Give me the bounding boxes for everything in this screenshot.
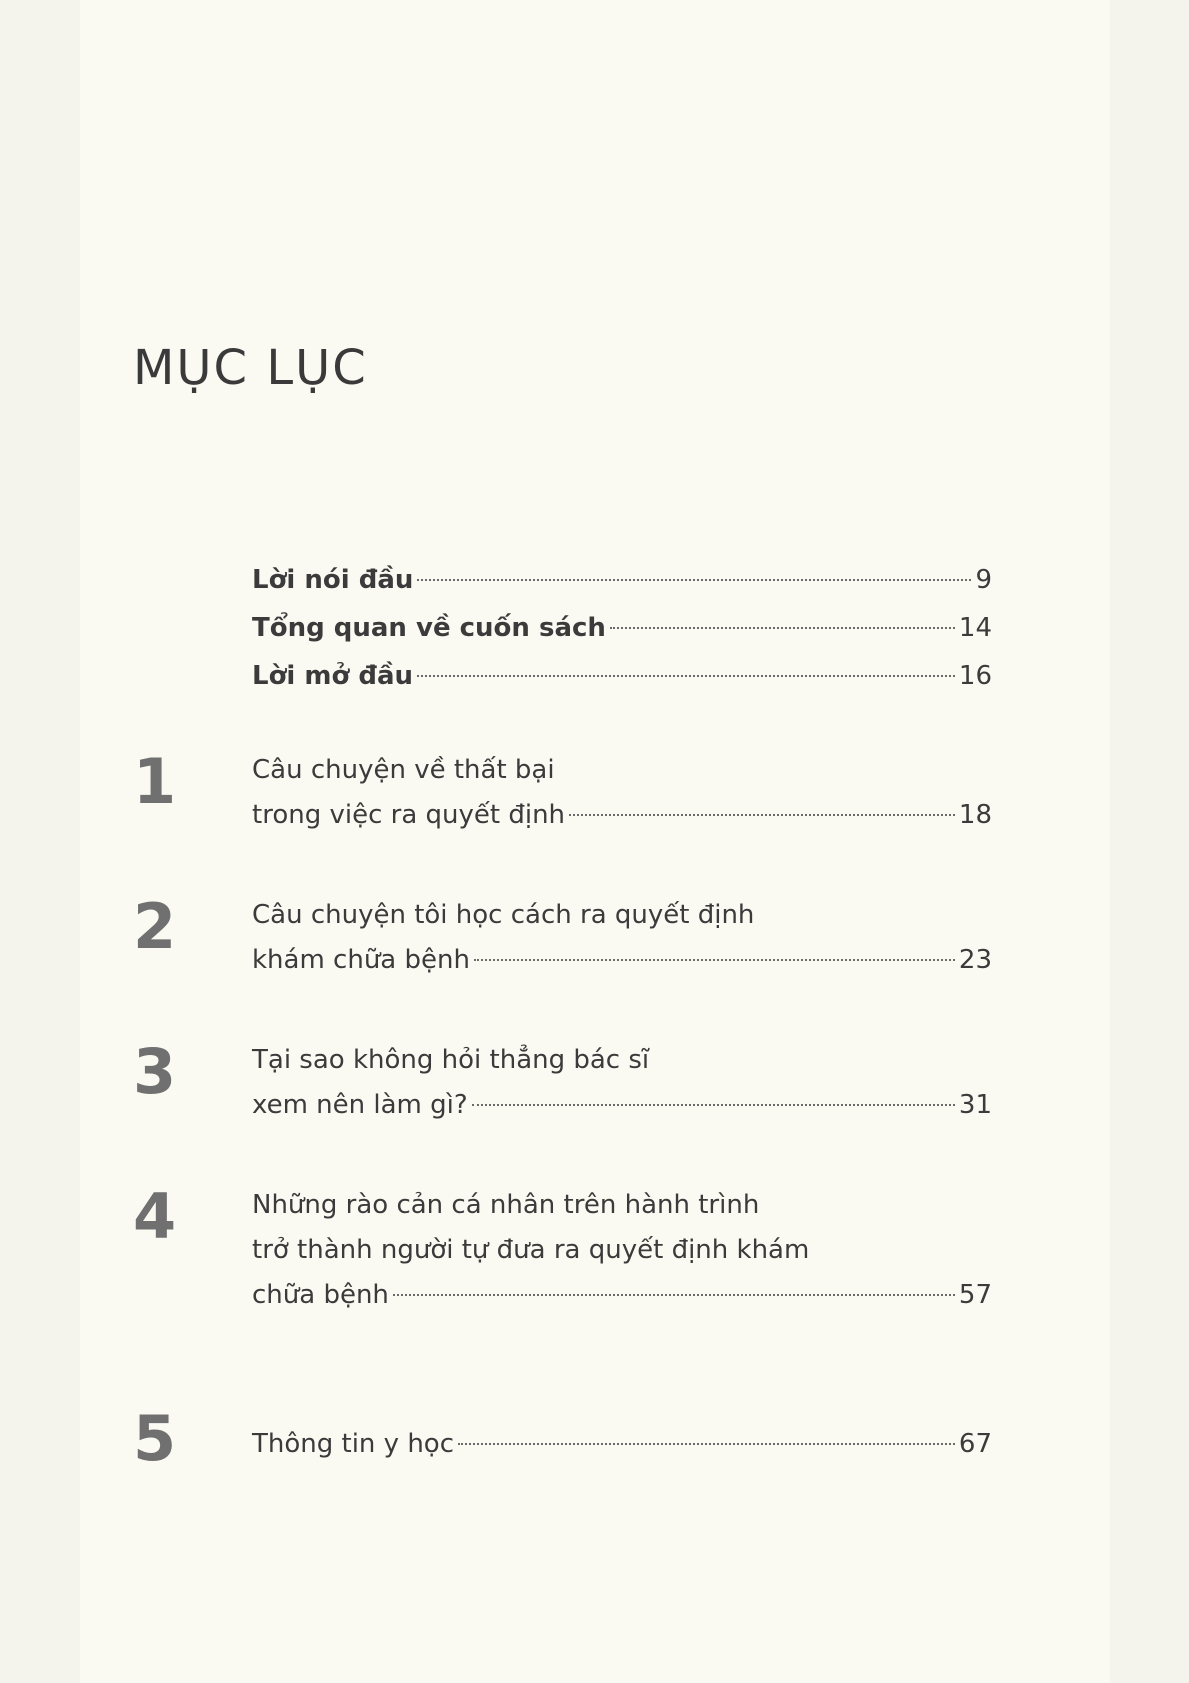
chapter-number: 3 xyxy=(133,1035,177,1108)
toc-entry-line: Câu chuyện tôi học cách ra quyết định xyxy=(252,900,755,930)
toc-page-number: 23 xyxy=(958,945,992,975)
dot-leader xyxy=(610,627,955,629)
toc-entry-line: Tại sao không hỏi thẳng bác sĩ xyxy=(252,1045,650,1075)
toc-entry-line: xem nên làm gì? xyxy=(252,1090,468,1120)
dot-leader xyxy=(472,1104,955,1106)
toc-page-number: 57 xyxy=(958,1280,992,1310)
chapter-number: 2 xyxy=(133,890,177,963)
toc-page-number: 16 xyxy=(958,661,992,691)
dot-leader xyxy=(393,1294,955,1296)
toc-entry-chapter-5 xyxy=(252,1422,992,1467)
toc-entry-line: chữa bệnh xyxy=(252,1280,389,1310)
dot-leader xyxy=(417,579,971,581)
toc-entry-line: Những rào cản cá nhân trên hành trình xyxy=(252,1190,760,1220)
toc-entry-label: Lời nói đầu xyxy=(252,565,414,595)
toc-entry-label: Lời mở đầu xyxy=(252,661,414,691)
toc-entry-label: Tổng quan về cuốn sách xyxy=(252,613,606,643)
toc-page-number: 67 xyxy=(958,1429,992,1459)
page-title: MỤC LỤC xyxy=(133,340,368,396)
chapter-number: 1 xyxy=(133,745,177,818)
toc-entry-chapter-1 xyxy=(252,748,992,838)
toc-entry-line: khám chữa bệnh xyxy=(252,945,470,975)
chapter-number: 5 xyxy=(133,1402,177,1475)
toc-entry-line: Câu chuyện về thất bại xyxy=(252,755,555,785)
toc-page-number: 31 xyxy=(958,1090,992,1120)
toc-page-number: 14 xyxy=(958,613,992,643)
toc-entry-chapter-4 xyxy=(252,1183,992,1318)
dot-leader xyxy=(417,675,955,677)
toc-entry-introduction xyxy=(252,654,992,699)
toc-entry-foreword xyxy=(252,558,992,603)
toc-entry-chapter-2 xyxy=(252,893,992,983)
chapter-number: 4 xyxy=(133,1180,177,1253)
toc-page-number: 9 xyxy=(975,565,992,595)
toc-entry-line: Thông tin y học xyxy=(252,1429,455,1459)
toc-entry-chapter-3 xyxy=(252,1038,992,1128)
toc-page-number: 18 xyxy=(958,800,992,830)
toc-entry-line: trong việc ra quyết định xyxy=(252,800,566,830)
dot-leader xyxy=(569,814,955,816)
dot-leader xyxy=(474,959,955,961)
toc-entry-overview xyxy=(252,606,992,651)
dot-leader xyxy=(458,1443,955,1445)
toc-entry-line: trở thành người tự đưa ra quyết định khám xyxy=(252,1235,810,1265)
